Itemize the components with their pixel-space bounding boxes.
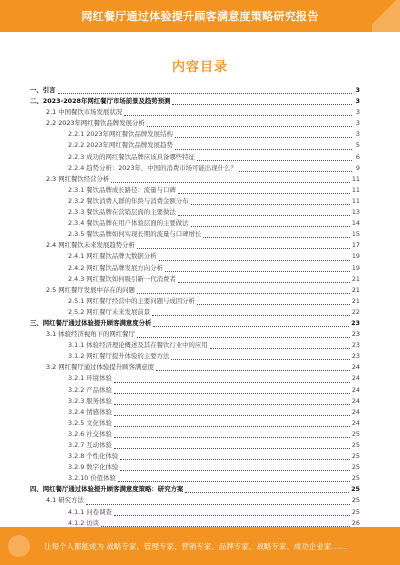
toc-dot-leader: [114, 382, 350, 383]
toc-dot-leader: [58, 93, 352, 94]
toc-entry[interactable]: [30, 251, 360, 262]
toc-dot-leader: [114, 415, 350, 416]
toc-entry-label: 3.1 体验经济视角下的网红餐厅: [46, 330, 135, 339]
toc-entry-page: 19: [351, 263, 360, 272]
toc-entry[interactable]: [30, 307, 360, 318]
toc-entry[interactable]: [30, 218, 360, 229]
toc-entry[interactable]: [30, 318, 360, 329]
toc-entry-label: 3.1.1 体验经济理论概述及其在餐饮行业中的应用: [68, 341, 208, 350]
toc-dot-leader: [114, 404, 350, 405]
toc-entry-page: 11: [351, 185, 360, 194]
footer-slogan: 让每个人都能成为 战略专家、管理专家、营销专家、品牌专家、战略专家、成功企业家……: [44, 541, 347, 551]
toc-entry-page: 25: [351, 474, 360, 483]
toc-entry[interactable]: [30, 484, 360, 495]
toc-dot-leader: [120, 459, 350, 460]
toc-dot-leader: [171, 359, 349, 360]
toc-entry[interactable]: [30, 96, 360, 107]
toc-dot-leader: [124, 115, 352, 116]
toc-entry-page: 17: [351, 241, 360, 250]
toc-entry[interactable]: [30, 107, 360, 118]
toc-entry[interactable]: [30, 229, 360, 240]
toc-entry[interactable]: [30, 174, 360, 185]
toc-entry-label: 2.2.1 2023年网红餐饮品牌发展结构: [68, 130, 173, 139]
toc-entry-page: 15: [351, 230, 360, 239]
toc-entry[interactable]: [30, 129, 360, 140]
toc-entry-page: 14: [351, 219, 360, 228]
toc-entry[interactable]: [30, 196, 360, 207]
toc-dot-leader: [114, 448, 350, 449]
toc-dot-leader: [239, 171, 352, 172]
toc-entry-label: 一、引言: [30, 86, 56, 94]
toc-entry-label: 2.4.1 网红餐饮品牌大数据分析: [68, 252, 157, 261]
toc-entry-page: 11: [351, 174, 360, 183]
toc-entry-page: 5: [355, 141, 360, 150]
toc-entry-label: 三、网红餐厅通过体验提升顾客满意度分析: [30, 318, 152, 327]
toc-entry-label: 3.2.8 个性化体验: [68, 452, 119, 461]
toc-entry[interactable]: [30, 185, 360, 196]
toc-dot-leader: [114, 437, 350, 438]
toc-entry[interactable]: [30, 285, 360, 296]
toc-entry[interactable]: [30, 340, 360, 351]
toc-entry-page: 25: [351, 429, 360, 438]
toc-entry-label: 2.4.3 网红餐饮如何吸引新一代消费者: [68, 274, 176, 283]
toc-entry-label: 3.2.2 产品体验: [68, 385, 112, 394]
toc-entry-page: 24: [351, 396, 360, 405]
toc-entry-page: 23: [351, 330, 360, 339]
toc-entry-label: 3.2.5 文化体验: [68, 418, 112, 427]
toc-entry-label: 2.3.5 餐饮品牌如何实现长期的流量与口碑增长: [68, 230, 202, 239]
toc-entry-label: 2.3.3 餐饮品牌在营销层面的主要做法: [68, 208, 176, 217]
toc-entry-page: 25: [351, 463, 360, 472]
toc-dot-leader: [165, 271, 350, 272]
toc-entry-label: 3.2.4 情感体验: [68, 407, 112, 416]
toc-entry[interactable]: [30, 385, 360, 396]
report-title: 网红餐厅通过体验提升顾客满意度策略研究报告: [81, 10, 319, 23]
toc-dot-leader: [137, 293, 350, 294]
toc-entry-label: 2.2.4 趋势分析：2023年，中国的消费市场可能出现什么？: [68, 163, 237, 172]
toc-entry-label: 2.2.3 成功的网红餐饮品牌应该具备哪些特征: [68, 152, 195, 161]
toc-dot-leader: [197, 304, 350, 305]
toc-dot-leader: [153, 326, 349, 327]
toc-entry-page: 21: [351, 296, 360, 305]
page-footer: [0, 527, 400, 565]
toc-entry[interactable]: [30, 495, 360, 506]
toc-entry-page: 24: [351, 374, 360, 383]
toc-entry-page: 24: [351, 363, 360, 372]
toc-entry-label: 3.2.1 环境体验: [68, 374, 112, 383]
toc-entry[interactable]: [30, 263, 360, 274]
toc-entry-page: 25: [351, 485, 360, 494]
toc-dot-leader: [159, 260, 350, 261]
toc-dot-leader: [156, 370, 350, 371]
toc-dot-leader: [152, 315, 350, 316]
toc-entry-label: 2.2.2 2023年网红餐饮品牌发展趋势: [68, 141, 173, 150]
toc-dot-leader: [175, 149, 352, 150]
toc-entry[interactable]: [30, 373, 360, 384]
toc-entry-label: 2.4.2 网红餐饮品牌发展方向分析: [68, 263, 163, 272]
toc-dot-leader: [175, 137, 352, 138]
toc-entry-page: 24: [351, 385, 360, 394]
toc-entry[interactable]: [30, 296, 360, 307]
toc-entry-page: 23: [351, 318, 360, 327]
toc-entry-label: 2.3.2 餐饮消费人群的年龄与消费金额分布: [68, 196, 189, 205]
toc-dot-leader: [137, 337, 350, 338]
toc-entry-page: 21: [351, 285, 360, 294]
toc-entry-label: 2.3.4 餐饮品牌在用户体验层面的主要做法: [68, 219, 189, 228]
toc-entry-page: 3: [355, 108, 360, 117]
toc-entry[interactable]: [30, 85, 360, 96]
toc-entry-page: 25: [351, 452, 360, 461]
toc-entry-label: 3.2.6 社交体验: [68, 429, 112, 438]
toc-entry-page: 3: [355, 86, 360, 94]
toc-dot-leader: [86, 504, 350, 505]
toc-entry-page: 3: [355, 97, 360, 106]
toc-entry-page: 3: [355, 119, 360, 128]
toc-dot-leader: [178, 215, 350, 216]
toc-dot-leader: [118, 481, 350, 482]
toc-entry-label: 2.1 中国餐饮市场发展状况: [46, 108, 123, 117]
toc-entry-label: 3.2.7 互动体验: [68, 441, 112, 449]
toc-entry-page: 24: [351, 418, 360, 427]
toc-dot-leader: [137, 248, 350, 249]
toc-entry-label: 2.5.2 网红餐厅未来发展前景: [68, 307, 151, 316]
toc-entry-page: 25: [351, 496, 360, 505]
toc-dot-leader: [191, 226, 350, 227]
toc-entry-label: 2.5 网红餐厅发展中存在的问题: [46, 285, 135, 294]
toc-entry[interactable]: [30, 418, 360, 429]
toc-dot-leader: [203, 237, 350, 238]
toc-entry-label: 3.2.9 数字化体验: [68, 463, 119, 472]
toc-dot-leader: [111, 182, 350, 183]
page-header: [0, 0, 400, 32]
table-of-contents: [30, 85, 360, 529]
toc-dot-leader: [147, 126, 352, 127]
toc-entry-page: 25: [351, 441, 360, 449]
toc-entry-label: 2.3 网红餐饮经营分析: [46, 174, 110, 183]
toc-entry-label: 3.1.2 网红餐厅提升体验的主要方法: [68, 352, 170, 361]
toc-entry[interactable]: [30, 429, 360, 440]
toc-dot-leader: [185, 492, 349, 493]
toc-entry[interactable]: [30, 473, 360, 484]
toc-entry-page: 23: [351, 341, 360, 350]
toc-entry[interactable]: [30, 329, 360, 340]
toc-dot-leader: [114, 515, 350, 516]
toc-entry-page: 21: [351, 274, 360, 283]
toc-entry-page: 19: [351, 252, 360, 261]
toc-entry-page: 25: [351, 507, 360, 516]
toc-entry[interactable]: [30, 152, 360, 163]
toc-entry[interactable]: [30, 451, 360, 462]
toc-dot-leader: [197, 160, 352, 161]
toc-dot-leader: [191, 204, 350, 205]
toc-entry-page: 6: [355, 152, 360, 161]
toc-entry-label: 二、2023-2028年网红餐厅市场前景及趋势预测: [30, 97, 171, 106]
toc-dot-leader: [120, 470, 350, 471]
toc-entry[interactable]: [30, 118, 360, 129]
toc-entry[interactable]: [30, 507, 360, 518]
header-corner-decoration: [372, 0, 400, 32]
toc-heading: 内容目录: [171, 60, 228, 75]
toc-entry[interactable]: [30, 163, 360, 174]
toc-entry-page: 24: [351, 407, 360, 416]
toc-entry[interactable]: [30, 407, 360, 418]
toc-entry-label: 2.5.1 网红餐厅经营中的主要问题与成因分析: [68, 296, 195, 305]
toc-entry-label: 2.2 2023年网红餐饮品牌发展分析: [46, 119, 145, 128]
toc-entry[interactable]: [30, 274, 360, 285]
toc-entry-label: 3.2.10 价值体验: [68, 474, 116, 483]
toc-entry-page: 13: [351, 208, 360, 217]
toc-dot-leader: [210, 348, 350, 349]
footer-logo-icon: [8, 535, 30, 557]
toc-dot-leader: [114, 393, 350, 394]
toc-entry[interactable]: [30, 362, 360, 373]
toc-entry-page: 9: [355, 163, 360, 172]
toc-dot-leader: [172, 104, 352, 105]
toc-entry-label: 2.4 网红餐饮未来发展趋势分析: [46, 241, 135, 250]
toc-dot-leader: [114, 426, 350, 427]
toc-entry-label: 3.2.3 服务体验: [68, 396, 112, 405]
toc-entry[interactable]: [30, 351, 360, 362]
toc-entry[interactable]: [30, 462, 360, 473]
toc-entry[interactable]: [30, 240, 360, 251]
toc-dot-leader: [178, 193, 350, 194]
toc-entry-page: 23: [351, 352, 360, 361]
toc-entry[interactable]: [30, 140, 360, 151]
toc-entry-label: 4.1.2 访谈: [68, 518, 100, 527]
toc-dot-leader: [178, 282, 350, 283]
toc-entry-label: 四、网红餐厅通过体验提升顾客满意度策略：研究方案: [30, 485, 184, 494]
toc-entry[interactable]: [30, 207, 360, 218]
toc-entry-label: 2.3.1 餐饮品牌成长路径：流量与口碑: [68, 185, 176, 194]
toc-entry-label: 4.1.1 问卷调查: [68, 507, 112, 516]
toc-entry-page: 26: [351, 518, 360, 527]
toc-entry-page: 3: [355, 130, 360, 139]
toc-entry[interactable]: [30, 440, 360, 451]
toc-entry-page: 22: [351, 307, 360, 316]
toc-entry[interactable]: [30, 396, 360, 407]
toc-entry-page: 11: [351, 196, 360, 205]
toc-entry-label: 3.2 网红餐厅通过体验提升顾客满意度: [46, 363, 155, 372]
toc-entry-label: 4.1 研究方法: [46, 496, 84, 505]
